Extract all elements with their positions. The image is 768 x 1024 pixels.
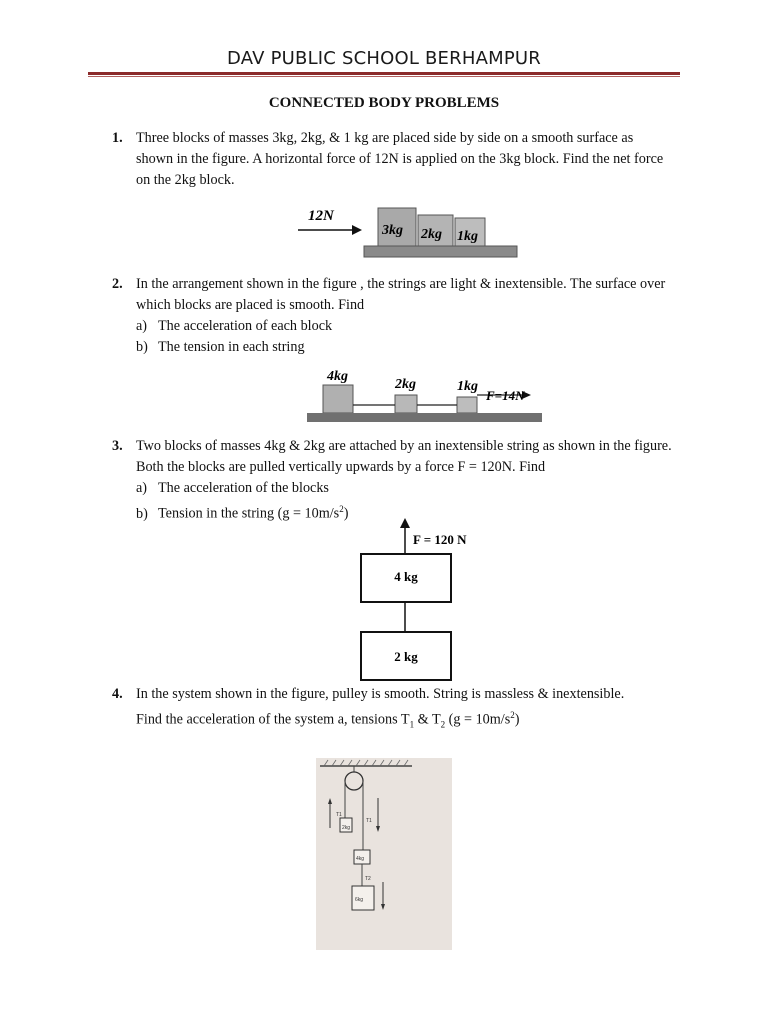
force-label: 12N	[308, 208, 334, 224]
surface	[364, 246, 517, 257]
figure-2-blocks	[305, 364, 555, 430]
question-number: 4.	[112, 686, 123, 702]
question-3	[112, 436, 672, 525]
block-2kg	[395, 395, 417, 413]
question-text: Two blocks of masses 4kg & 2kg are attached by an inextensible string as shown in the figure. Both the blocks are pulled vertically upwards by a force F = 120N. Find	[136, 438, 672, 475]
figure-3-blocks	[355, 514, 485, 684]
question-text-line-1: In the system shown in the figure, pulley is smooth. String is massless & inextensible.	[136, 686, 625, 702]
block-label: 4 kg	[394, 569, 418, 584]
block-label: 4kg	[356, 856, 365, 862]
surface	[307, 413, 542, 422]
block-label: 6kg	[355, 897, 364, 903]
page-title: CONNECTED BODY PROBLEMS	[268, 95, 500, 111]
block-label: 2 kg	[394, 649, 418, 664]
figure-4-pulley-photo	[316, 758, 452, 950]
question-text: Three blocks of masses 3kg, 2kg, & 1 kg are placed side by side on a smooth surface as shown in the figure. A horizontal force of 12N is applied on the 3kg block. Find the net force on the 2kg block.	[136, 130, 664, 188]
tension-label: T2	[365, 876, 371, 882]
question-number: 2.	[112, 276, 123, 292]
question-part: a) The acceleration of each block	[136, 318, 333, 334]
tension-label: T1	[366, 818, 372, 824]
block-label: 1kg	[457, 229, 478, 244]
arrow-head-icon	[400, 518, 410, 528]
block-label: 1kg	[457, 379, 478, 394]
question-1	[112, 128, 672, 191]
force-label: F=14N	[486, 388, 525, 403]
school-header: DAV PUBLIC SCHOOL BERHAMPUR	[227, 48, 541, 69]
question-2	[112, 274, 672, 358]
question-text: In the arrangement shown in the figure , the strings are light & inextensible. The surface over which blocks are placed is smooth. Find	[136, 276, 666, 313]
block-label: 2kg	[421, 227, 442, 242]
question-part: b) The tension in each string	[136, 339, 305, 355]
block-1kg	[457, 397, 477, 413]
question-part: b) Tension in the string $(g = 10m/s^2)$	[136, 504, 349, 522]
question-4	[112, 684, 672, 736]
figure-1-blocks	[290, 200, 530, 262]
photo-background	[316, 758, 452, 950]
tension-label: T1	[336, 812, 342, 818]
arrow-head-icon	[352, 225, 362, 235]
block-label: 3kg	[382, 223, 403, 238]
question-number: 1.	[112, 130, 123, 146]
block-label: 2kg	[342, 825, 351, 831]
force-label: F = 120 N	[413, 532, 467, 547]
question-part: a) The acceleration of the blocks	[136, 480, 329, 496]
block-label: 4kg	[327, 369, 348, 384]
header-rule-thin	[88, 76, 680, 77]
block-label: 2kg	[395, 377, 416, 392]
question-number: 3.	[112, 438, 123, 454]
block-4kg	[323, 385, 353, 413]
header-rule	[88, 72, 680, 75]
question-text-line-2: Find the acceleration of the system a, tensions $T_1$ & $T_2$ $(g = 10m/s^2)$	[136, 710, 520, 730]
